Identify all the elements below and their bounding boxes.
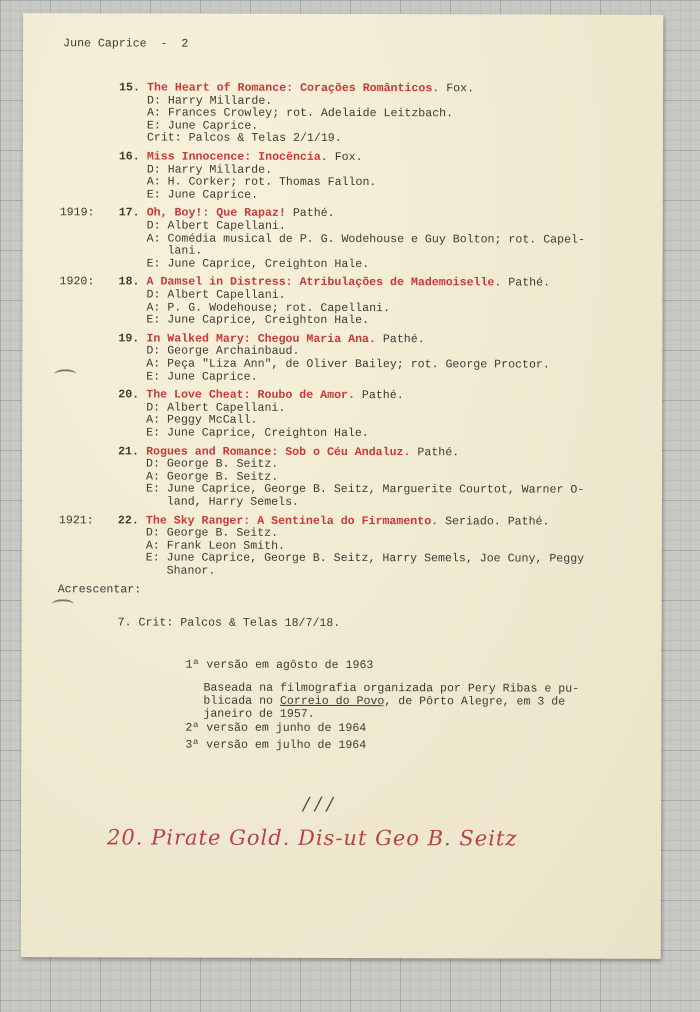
entry-number: 16. xyxy=(118,150,140,164)
entry-detail: E: June Caprice, George B. Seitz, Harry Semels, Joe Cuny, Peggy xyxy=(145,551,585,567)
entry-detail: D: Albert Capellani. xyxy=(146,219,286,233)
entry-title: A Damsel in Distress: Atribulações de Mademoiselle. xyxy=(146,275,502,290)
version-3: 3ª versão em julho de 1964 xyxy=(185,738,367,753)
entry-studio: Fox. xyxy=(327,150,363,165)
punch-hole-mark xyxy=(54,369,76,379)
punch-hole-mark xyxy=(52,599,74,609)
acrescentar-item: 7. Crit: Palcos & Telas 18/7/18. xyxy=(117,616,341,630)
entry-title: In Walked Mary: Chegou Maria Ana. xyxy=(146,332,376,346)
version-1: 1ª versão em agôsto de 1963 xyxy=(185,658,374,673)
entry-year: 1919: xyxy=(59,206,95,220)
entry-detail: E: June Caprice. xyxy=(146,188,259,202)
entry-title: The Heart of Romance: Corações Românticos. xyxy=(147,81,440,96)
entry-title: The Love Cheat: Roubo de Amor. xyxy=(146,388,355,403)
entry-title: Rogues and Romance: Sob o Céu Andaluz. xyxy=(146,445,411,459)
entry-detail: A: H. Corker; rot. Thomas Fallon. xyxy=(146,175,377,190)
version-note-line-1: Baseada na filmografia organizada por Pery Ribas e pu- xyxy=(203,681,580,696)
entry-detail: D: Harry Millarde. xyxy=(146,163,273,177)
entry-detail: A: Comédia musical de P. G. Wodehouse e Guy Bolton; rot. Capel- xyxy=(146,232,585,247)
entry-detail: land, Harry Semels. xyxy=(145,495,300,509)
entry-title: The Sky Ranger: A Sentinela do Firmamento. xyxy=(145,514,439,528)
entry-detail: A: Frank Leon Smith. xyxy=(145,539,286,553)
entry-studio: Pathé. xyxy=(410,445,460,459)
entry-number: 20. xyxy=(118,388,140,402)
entry-number: 21. xyxy=(118,445,139,459)
entry-title-line xyxy=(147,207,335,220)
entry-detail: D: George B. Seitz. xyxy=(145,526,279,541)
entry-title: Miss Innocence: Inocência. xyxy=(146,150,328,164)
entry-number: 22. xyxy=(117,514,139,528)
handwritten-note: 20. Pirate Gold. Dis-ut Geo B. Seitz xyxy=(107,825,518,851)
entry-number: 18. xyxy=(118,275,140,289)
entry-studio: Pathé. xyxy=(354,389,404,403)
version-2: 2ª versão em junho de 1964 xyxy=(185,721,367,736)
entry-detail: E: June Caprice, Creighton Hale. xyxy=(146,426,369,441)
entry-detail: D: George Archainbaud. xyxy=(146,344,300,359)
typed-page xyxy=(21,13,663,959)
entry-detail: A: P. G. Wodehouse; rot. Capellani. xyxy=(146,301,390,315)
entry-title: Oh, Boy!: Que Rapaz! xyxy=(146,206,286,221)
entry-detail: E: June Caprice, Creighton Hale. xyxy=(146,313,370,328)
entry-detail: A: Peça "Liza Ann", de Oliver Bailey; rot. George Proctor. xyxy=(146,357,550,372)
entry-studio: Pathé. xyxy=(375,332,425,347)
entry-detail: Crit: Palcos & Telas 2/1/19. xyxy=(146,131,342,146)
entry-detail: A: Frances Crowley; rot. Adelaide Leitzbach. xyxy=(146,106,454,121)
entry-studio: Fox. xyxy=(439,82,475,96)
entry-detail: E: June Caprice. xyxy=(146,119,259,133)
entry-detail: E: June Caprice. xyxy=(146,370,258,384)
version-note-line-2: blicada no Correio do Povo, de Pôrto Alegre, em 3 de xyxy=(203,694,566,709)
entry-detail: D: Albert Capellani. xyxy=(146,401,286,415)
filmography-list xyxy=(23,13,663,578)
entry-detail: E: June Caprice, Creighton Hale. xyxy=(146,257,370,271)
entry-detail: E: June Caprice, George B. Seitz, Marguerite Courtot, Warner O- xyxy=(145,482,585,498)
handwritten-ticks: / / / xyxy=(303,793,333,815)
entry-studio: Seriado. Pathé. xyxy=(438,514,550,529)
entry-studio: Pathé. xyxy=(285,207,335,221)
entry-detail: A: George B. Seitz. xyxy=(146,470,279,484)
entry-year: 1920: xyxy=(59,275,95,289)
page-header: June Caprice - 2 xyxy=(63,37,189,51)
acrescentar-label: Acrescentar: xyxy=(57,583,142,597)
entry-detail: D: Albert Capellani. xyxy=(146,288,286,302)
entry-year: 1921: xyxy=(58,513,94,527)
entry-number: 19. xyxy=(118,332,140,346)
entry-number: 17. xyxy=(118,206,140,220)
entry-detail: D: Harry Millarde. xyxy=(146,94,273,108)
entry-detail: A: Peggy McCall. xyxy=(146,413,258,428)
entry-title-line xyxy=(146,389,403,403)
newspaper-name: Correio do Povo xyxy=(279,694,385,709)
entry-title-line xyxy=(147,150,363,164)
version-note-line-3: janeiro de 1957. xyxy=(203,707,315,721)
entry-detail: lani. xyxy=(146,244,203,258)
entry-number: 15. xyxy=(119,81,140,95)
entry-title-line xyxy=(146,332,424,346)
entry-detail: D: George B. Seitz. xyxy=(146,457,279,472)
entry-detail: Shanor. xyxy=(145,564,216,578)
entry-studio: Pathé. xyxy=(501,276,551,290)
